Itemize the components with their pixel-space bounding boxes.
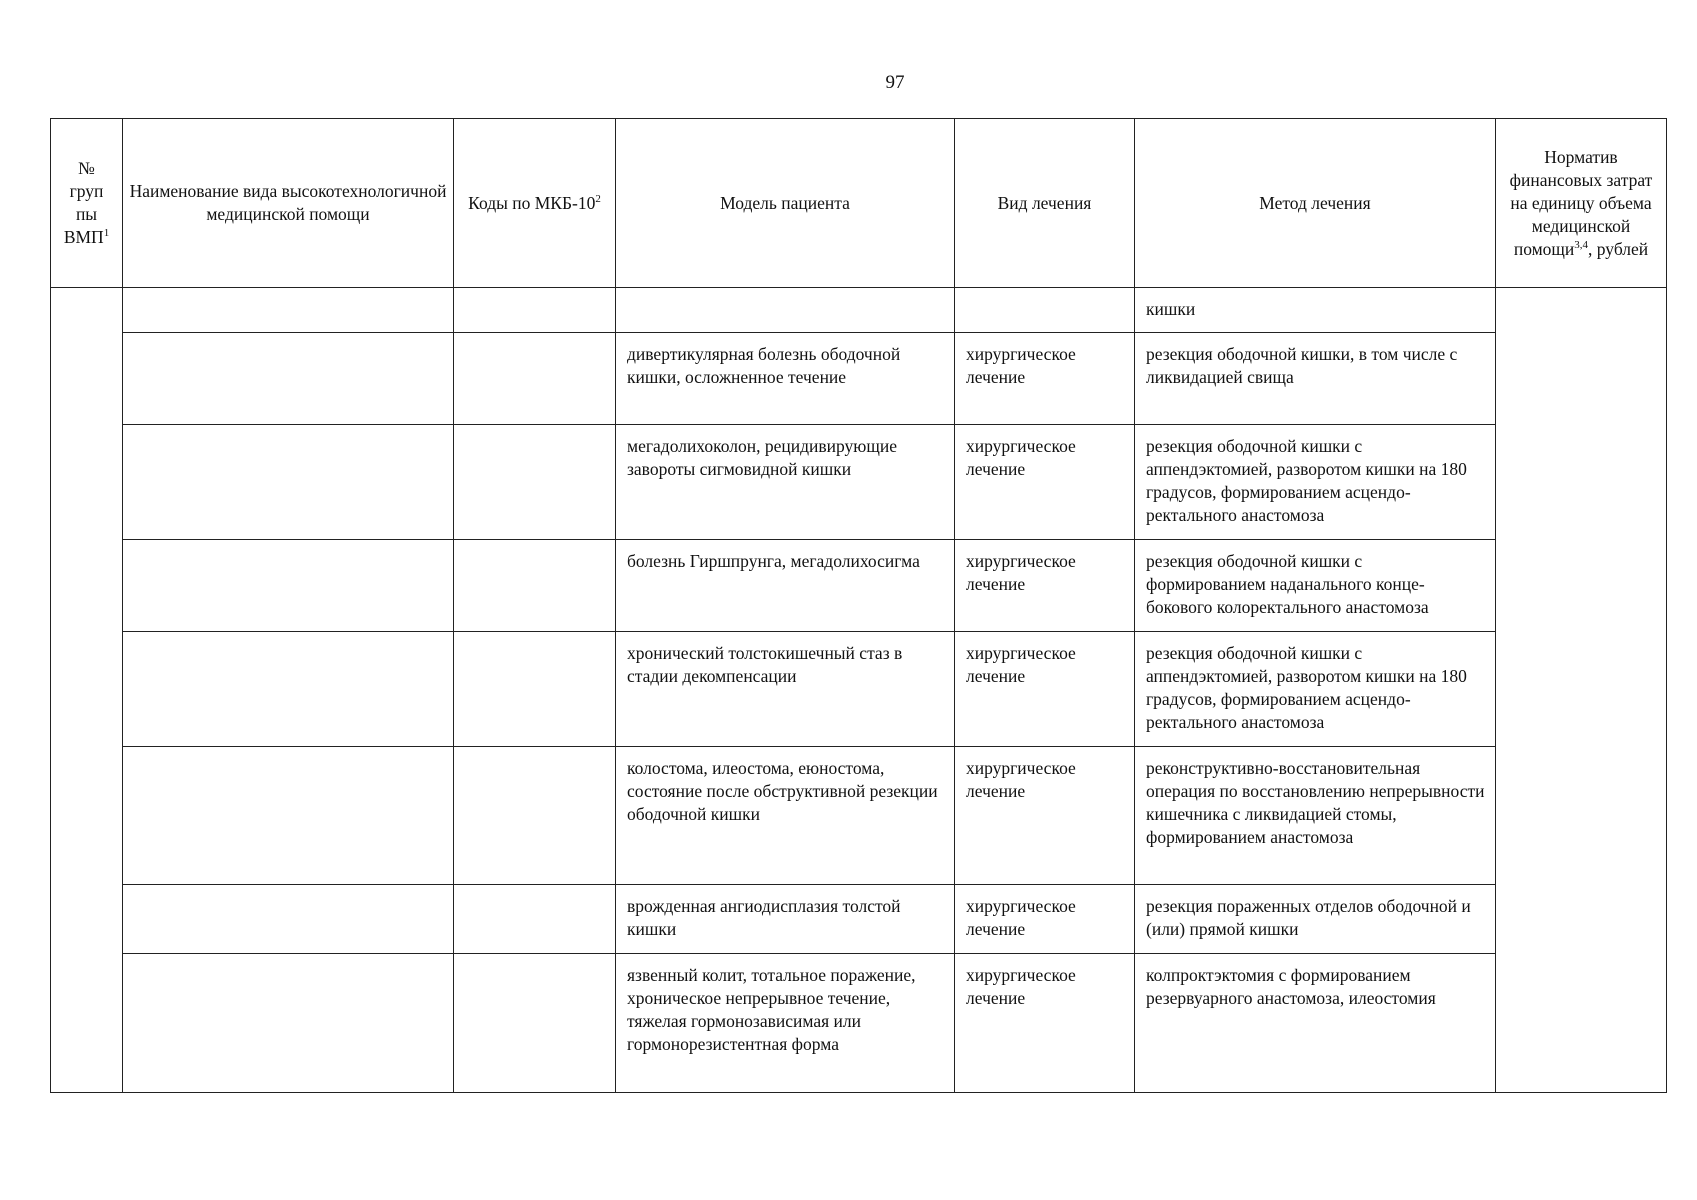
cell-patient-model: врожденная ангиодисплазия толстой кишки <box>616 885 955 954</box>
vmp-table <box>50 118 1667 1093</box>
cell-treatment-type: хирургическое лечение <box>955 954 1135 1093</box>
table-row <box>51 954 1667 1093</box>
table-row <box>51 885 1667 954</box>
cell-vmp-name <box>123 540 454 632</box>
table-row <box>51 425 1667 540</box>
cell-patient-model: хронический толстокишечный стаз в стадии декомпенсации <box>616 632 955 747</box>
cell-treatment-method: колпроктэктомия с формированием резервуарного анастомоза, илеостомия <box>1135 954 1496 1093</box>
cell-patient-model: язвенный колит, тотальное поражение, хроническое непрерывное течение, тяжелая гормонозависимая или гормонорезистентная форма <box>616 954 955 1093</box>
header-group-line1: № <box>78 158 95 178</box>
cell-vmp-name <box>123 747 454 885</box>
cell-icd-codes <box>454 747 616 885</box>
cell-patient-model: колостома, илеостома, еюностома, состояние после обструктивной резекции ободочной кишки <box>616 747 955 885</box>
cell-vmp-name <box>123 288 454 333</box>
header-group-number <box>51 119 123 288</box>
cell-treatment-method: резекция ободочной кишки с аппендэктомией, разворотом кишки на 180 градусов, формированием асцендо-ректального анастомоза <box>1135 425 1496 540</box>
cell-icd-codes <box>454 540 616 632</box>
cell-icd-codes <box>454 333 616 425</box>
cell-treatment-type: хирургическое лечение <box>955 333 1135 425</box>
cell-treatment-method: резекция ободочной кишки с аппендэктомией, разворотом кишки на 180 градусов, формированием асцендо-ректального анастомоза <box>1135 632 1496 747</box>
header-treatment-type: Вид лечения <box>955 119 1135 288</box>
cell-vmp-name <box>123 885 454 954</box>
table-row <box>51 747 1667 885</box>
cell-treatment-type: хирургическое лечение <box>955 885 1135 954</box>
page-number: 97 <box>885 72 905 93</box>
header-icd-codes-text: Коды по МКБ-10 <box>468 192 596 213</box>
cell-patient-model: болезнь Гиршпрунга, мегадолихосигма <box>616 540 955 632</box>
header-cost-norm-text: Норматив финансовых затрат на единицу объема медицинской помощи <box>1509 146 1653 259</box>
cell-patient-model: дивертикулярная болезнь ободочной кишки, осложненное течение <box>616 333 955 425</box>
cell-treatment-type: хирургическое лечение <box>955 425 1135 540</box>
header-group-line3: пы <box>75 204 98 224</box>
cell-treatment-method: реконструктивно-восстановительная операция по восстановлению непрерывности кишечника с ликвидацией стомы, формированием анастомоза <box>1135 747 1496 885</box>
header-group-line4: ВМП <box>63 227 104 247</box>
cell-patient-model <box>616 288 955 333</box>
cell-treatment-method: резекция ободочной кишки с формированием наданального конце-бокового колоректального анастомоза <box>1135 540 1496 632</box>
cell-treatment-type: хирургическое лечение <box>955 540 1135 632</box>
cell-treatment-method: кишки <box>1135 288 1496 333</box>
header-vmp-name: Наименование вида высокотехнологичной медицинской помощи <box>123 119 454 288</box>
cell-group-number <box>51 288 123 1093</box>
cell-vmp-name <box>123 954 454 1093</box>
cell-icd-codes <box>454 425 616 540</box>
header-patient-model: Модель пациента <box>616 119 955 288</box>
cell-treatment-type: хирургическое лечение <box>955 747 1135 885</box>
cell-treatment-type <box>955 288 1135 333</box>
header-group-footnote: 1 <box>103 227 110 240</box>
cell-treatment-method: резекция пораженных отделов ободочной и (или) прямой кишки <box>1135 885 1496 954</box>
table-row <box>51 632 1667 747</box>
header-icd-codes <box>454 119 616 288</box>
cell-vmp-name <box>123 425 454 540</box>
cell-treatment-method: резекция ободочной кишки, в том числе с ликвидацией свища <box>1135 333 1496 425</box>
cell-icd-codes <box>454 954 616 1093</box>
table-header-row <box>51 119 1667 288</box>
cell-vmp-name <box>123 333 454 425</box>
header-cost-norm <box>1496 119 1667 288</box>
cell-treatment-type: хирургическое лечение <box>955 632 1135 747</box>
header-treatment-method: Метод лечения <box>1135 119 1496 288</box>
table-row <box>51 333 1667 425</box>
header-group-line2: груп <box>69 181 104 201</box>
cell-cost-norm <box>1496 288 1667 1093</box>
table-row <box>51 540 1667 632</box>
table-row <box>51 288 1667 333</box>
header-cost-norm-suffix: , рублей <box>1588 238 1649 259</box>
cell-icd-codes <box>454 885 616 954</box>
header-cost-norm-footnote: 3,4 <box>1574 238 1589 251</box>
cell-icd-codes <box>454 632 616 747</box>
cell-icd-codes <box>454 288 616 333</box>
cell-vmp-name <box>123 632 454 747</box>
header-icd-codes-footnote: 2 <box>595 192 601 205</box>
cell-patient-model: мегадолихоколон, рецидивирующие завороты сигмовидной кишки <box>616 425 955 540</box>
